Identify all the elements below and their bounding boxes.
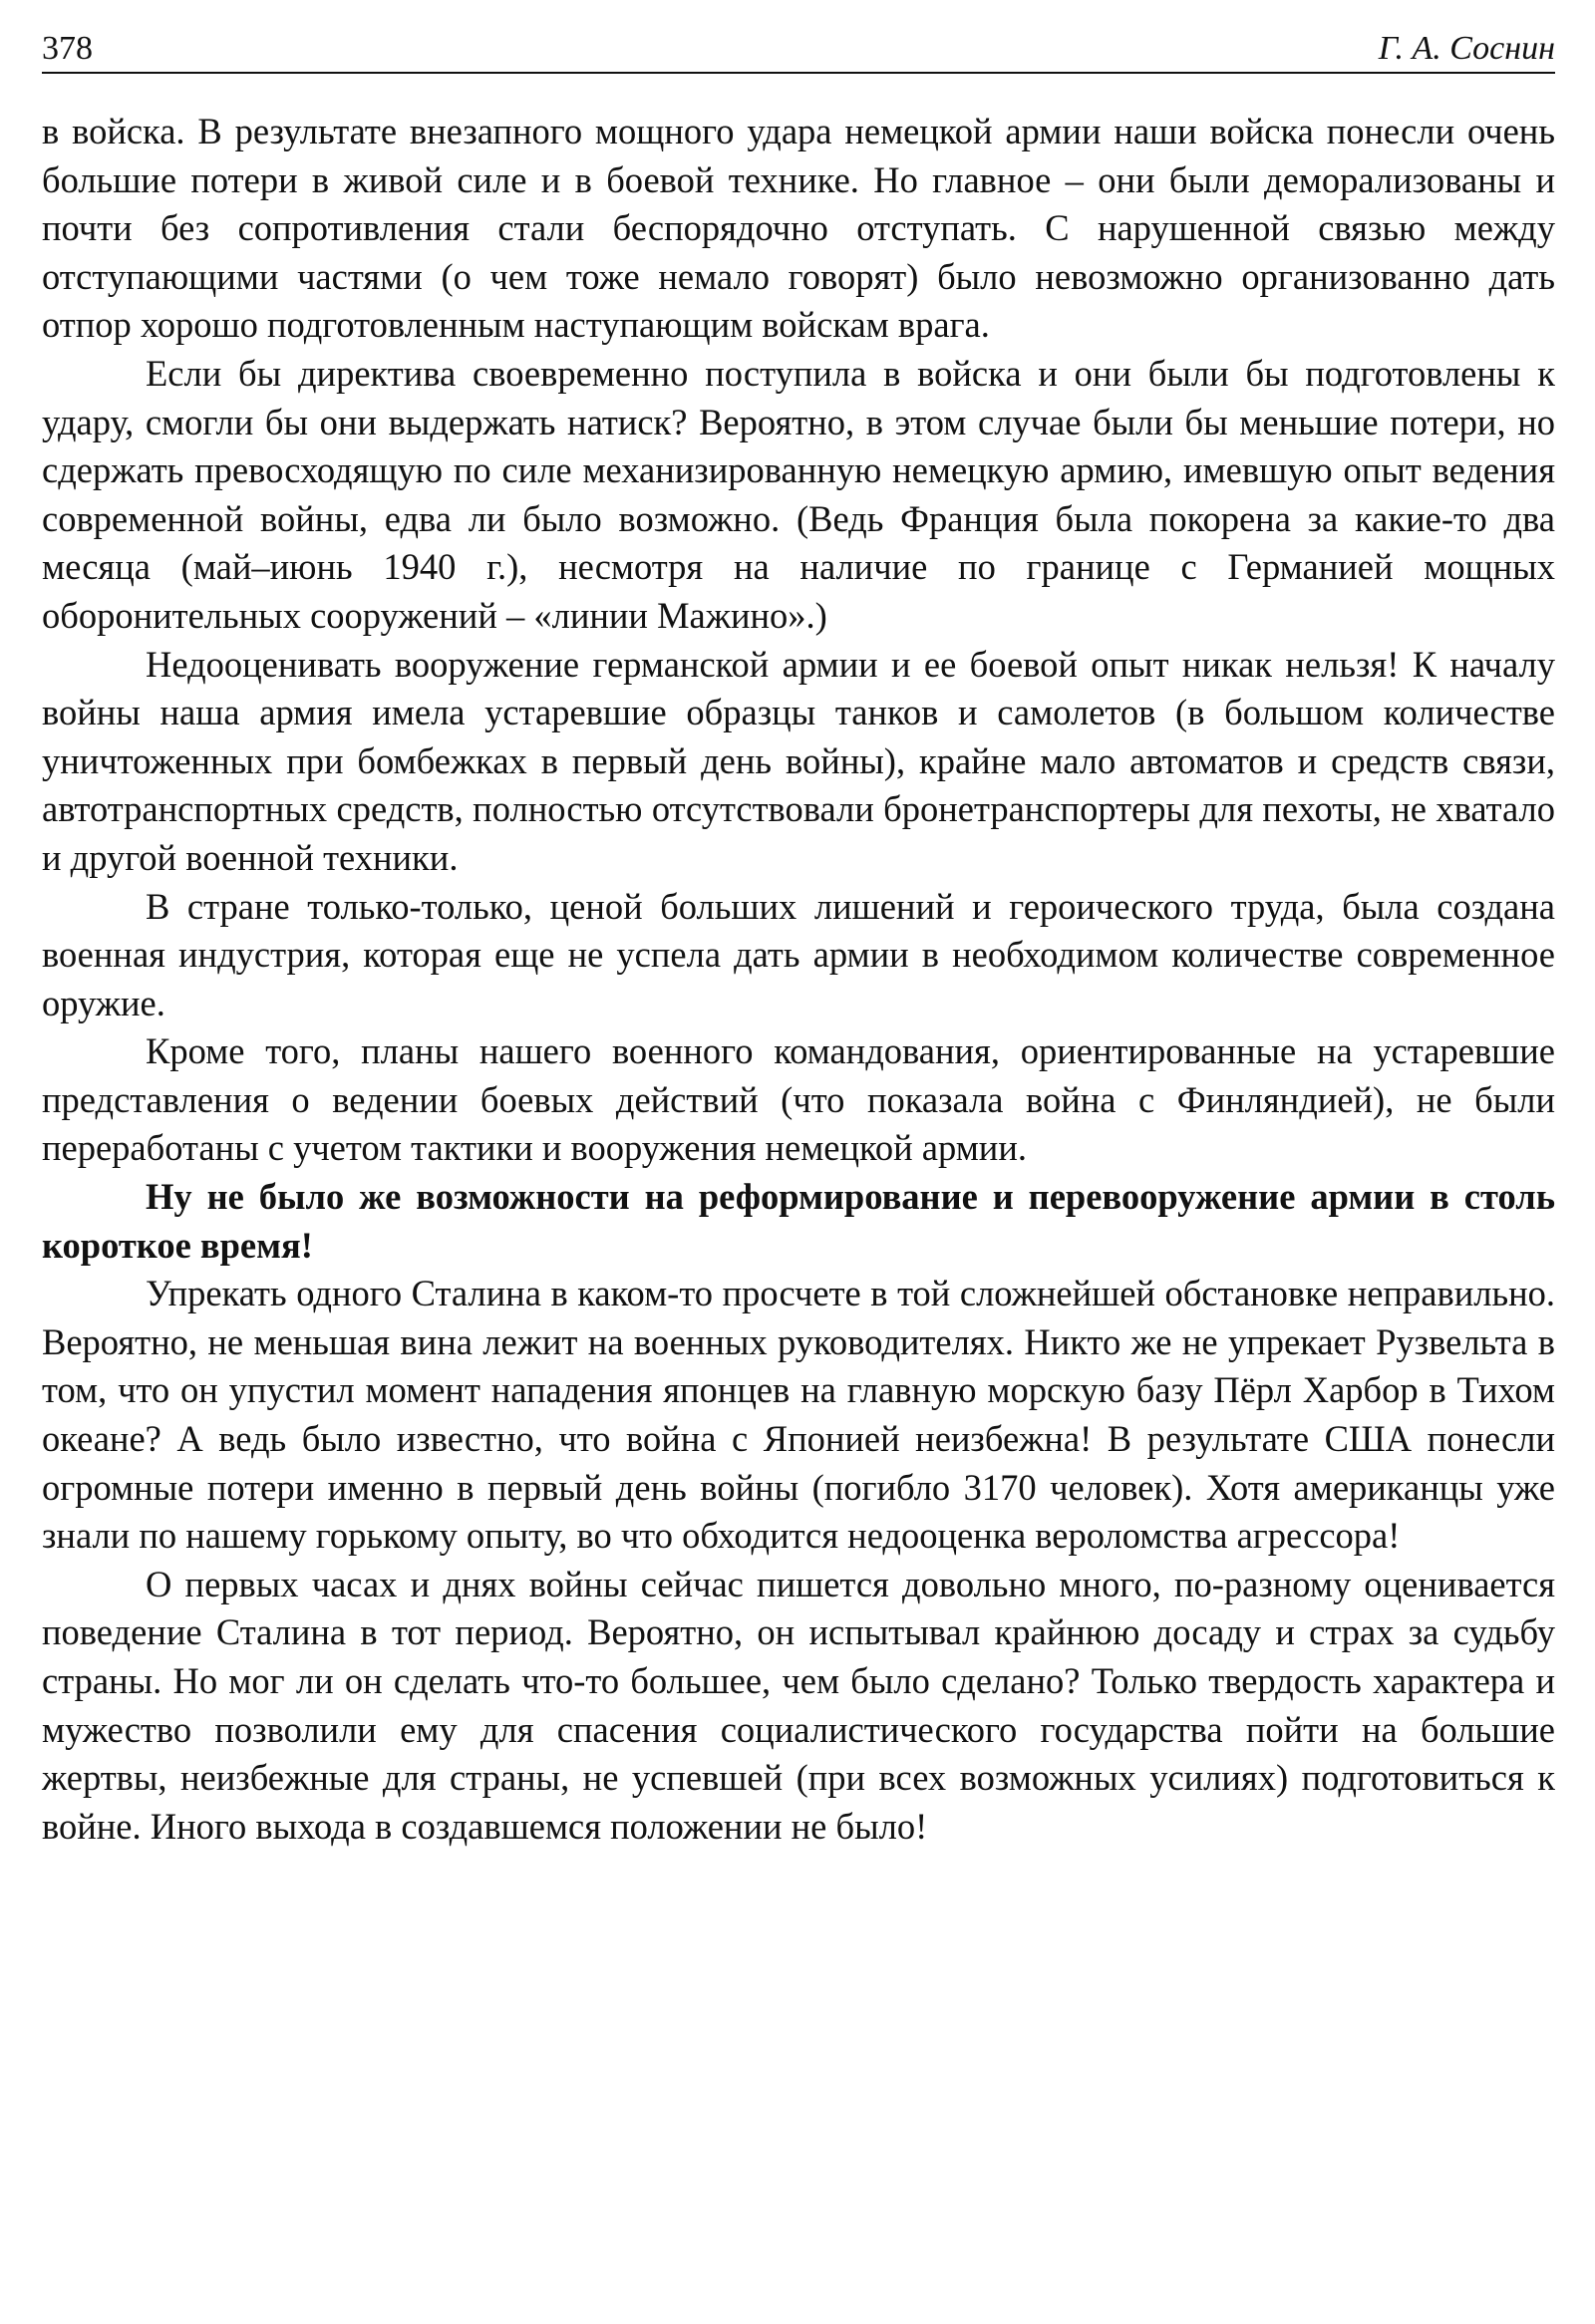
paragraph-continuation: в войска. В результате внезапного мощного удара немецкой армии наши войска понесли очень большие потери в живой силе и в боевой технике. Но главное – они были деморализованы и почти без сопротивления стали беспорядочно отступать. С нарушенной связью между отступающими частями (о чем тоже немало говорят) было невозможно организованно дать отпор хорошо подготовленным наступающим войскам врага. (42, 111, 1555, 346)
paragraph: Упрекать одного Сталина в каком-то просчете в той сложнейшей обстановке неправильно. Вероятно, не меньшая вина лежит на военных руководителях. Никто же не упрекает Рузвельта в том, что он упустил момент нападения японцев на главную морскую базу Пёрл Харбор в Тихом океане? А ведь было известно, что война с Японией неизбежна! В результате США понесли огромные потери именно в первый день войны (погибло 3170 человек). Хотя американцы уже знали по нашему горькому опыту, во что обходится недооценка вероломства агрессора! (42, 1273, 1555, 1557)
running-head-author: Г. А. Соснин (1378, 30, 1555, 67)
book-page (42, 26, 1555, 2288)
paragraph: О первых часах и днях войны сейчас пишется довольно много, по-разному оценивается поведение Сталина в тот период. Вероятно, он испытывал крайнюю досаду и страх за судьбу страны. Но мог ли он сделать что-то большее, чем было сделано? Только твердость характера и мужество позволили ему для спасения социалистического государства пойти на большие жертвы, неизбежные для страны, не успевшей (при всех возможных усилиях) подготовиться к войне. Иного выхода в создавшемся положении не было! (42, 1563, 1555, 1847)
paragraph: В стране только-только, ценой больших лишений и героического труда, была создана военная индустрия, которая еще не успела дать армии в необходимом количестве современное оружие. (42, 885, 1555, 1023)
page-body (42, 108, 1555, 1851)
paragraph: Недооценивать вооружение германской армии и ее боевой опыт никак нельзя! К началу войны наша армия имела устаревшие образцы танков и самолетов (в большом количестве уничтоженных при бомбежках в первый день войны), крайне мало автоматов и средств связи, автотранспортных средств, полностью отсутствовали бронетранспортеры для пехоты, не хватало и другой военной техники. (42, 643, 1555, 878)
paragraph: Кроме того, планы нашего военного командования, ориентированные на устаревшие представления о ведении боевых действий (что показала война с Финляндией), не были переработаны с учетом тактики и вооружения немецкой армии. (42, 1030, 1555, 1169)
paragraph: Если бы директива своевременно поступила в войска и они были бы подготовлены к удару, смогли бы они выдержать натиск? Вероятно, в этом случае были бы меньшие потери, но сдержать превосходящую по силе механизированную немецкую армию, имевшую опыт ведения современной войны, едва ли было возможно. (Ведь Франция была покорена за какие-то два месяца (май–июнь 1940 г.), несмотря на наличие по границе с Германией мощных оборонительных сооружений – «линии Мажино».) (42, 352, 1555, 636)
page-header (42, 26, 1555, 74)
bold-emphasis-paragraph: Ну не было же возможности на реформирование и перевооружение армии в столь короткое время! (42, 1176, 1555, 1266)
page-number: 378 (42, 30, 93, 67)
